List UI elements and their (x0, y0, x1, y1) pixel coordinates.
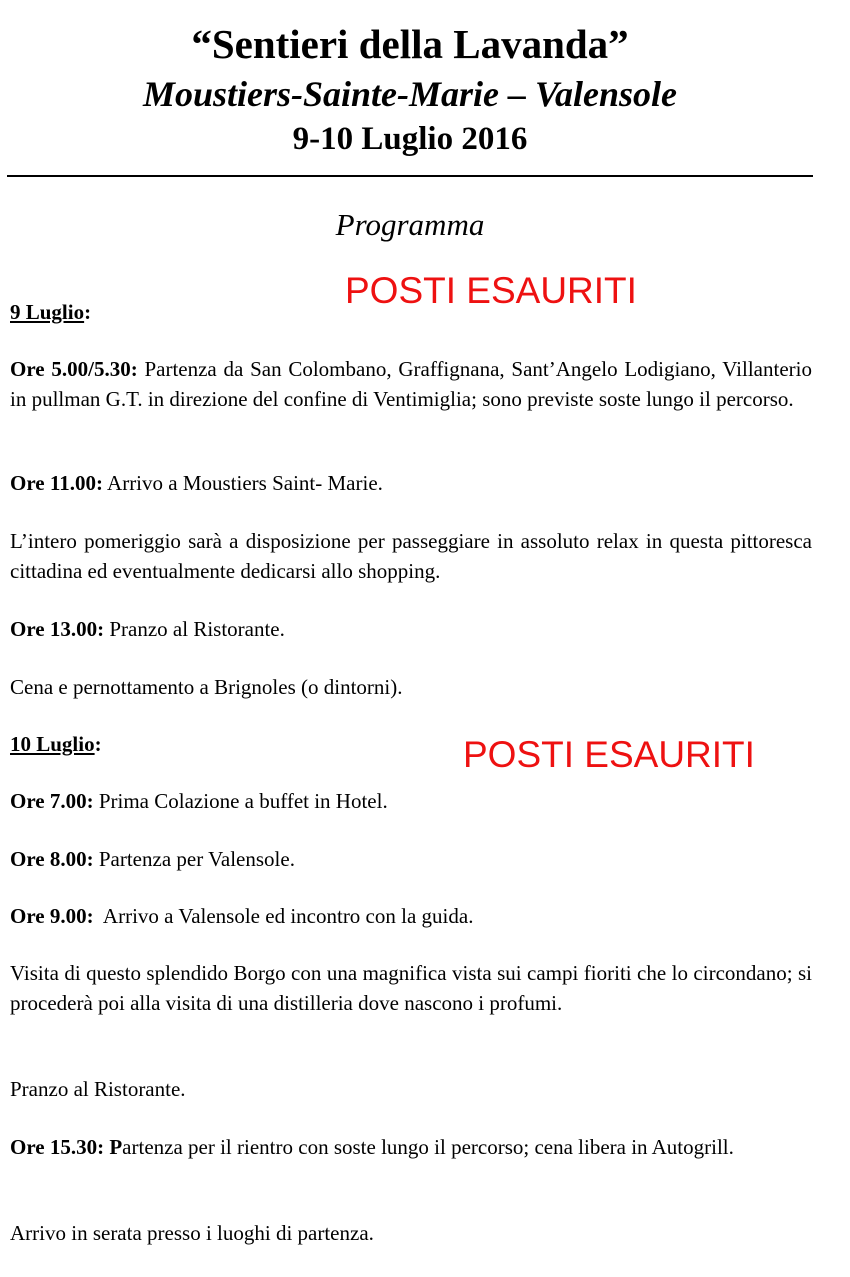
schedule-item (10, 468, 812, 498)
schedule-text: Pranzo al Ristorante. (10, 1077, 186, 1101)
schedule-text: Prima Colazione a buffet in Hotel. (93, 789, 388, 813)
schedule-time: Ore 9.00: (10, 904, 94, 928)
day2-heading-colon: : (94, 732, 102, 756)
schedule-time: Ore 7.00: (10, 789, 94, 813)
day2-heading-label: 10 Luglio (10, 732, 95, 756)
schedule-time: Ore 13.00: (10, 617, 105, 641)
schedule-time: Ore 5.00/5.30: (10, 357, 138, 381)
schedule-time: Ore 11.00: (10, 471, 103, 495)
program-heading: Programma (335, 207, 485, 242)
schedule-text: L’intero pomeriggio sarà a disposizione per passeggiare in assoluto relax in questa pittoresca cittadina ed eventualmente dedicarsi allo shopping. (10, 529, 812, 583)
schedule-item (10, 958, 812, 1018)
schedule-item (10, 786, 812, 816)
schedule-text: Visita di questo splendido Borgo con una magnifica vista sui campi fioriti che lo circondano; si procederà poi alla visita di una distilleria dove nascono i profumi. (10, 961, 812, 1015)
schedule-item (10, 1074, 812, 1104)
schedule-text: Arrivo in serata presso i luoghi di partenza. (10, 1221, 374, 1245)
schedule-text: Arrivo a Moustiers Saint- Marie. (102, 471, 383, 495)
schedule-item (10, 901, 812, 931)
schedule-text: Partenza da San Colombano, Graffignana, Sant’Angelo Lodigiano, Villanterio in pullman G.T. in direzione del confine di Ventimiglia; sono previste soste lungo il percorso. (10, 357, 812, 411)
sold-out-notice-day2: POSTI ESAURITI (463, 734, 755, 775)
document-title: “Sentieri della Lavanda” (191, 21, 629, 67)
sold-out-notice-day1: POSTI ESAURITI (345, 270, 637, 311)
schedule-item (10, 354, 812, 414)
schedule-text: Arrivo a Valensole ed incontro con la guida. (93, 904, 474, 928)
day1-heading-colon: : (84, 300, 92, 324)
schedule-text: Cena e pernottamento a Brignoles (o dintorni). (10, 675, 403, 699)
schedule-text: artenza per il rientro con soste lungo il percorso; cena libera in Autogrill. (122, 1135, 734, 1159)
document-subtitle: Moustiers-Sainte-Marie – Valensole (142, 74, 678, 114)
header-divider (7, 175, 813, 177)
event-dates: 9-10 Luglio 2016 (292, 121, 528, 157)
day2-heading (10, 729, 812, 759)
schedule-item (10, 1132, 812, 1162)
schedule-time: Ore 15.30: P (10, 1135, 123, 1159)
schedule-text: Pranzo al Ristorante. (104, 617, 285, 641)
schedule-item (10, 1218, 812, 1248)
schedule-item (10, 844, 812, 874)
schedule-item (10, 672, 812, 702)
schedule-time: Ore 8.00: (10, 847, 94, 871)
day1-heading-label: 9 Luglio (10, 300, 85, 324)
schedule-item (10, 526, 812, 586)
day1-heading (10, 297, 812, 327)
schedule-text: Partenza per Valensole. (93, 847, 295, 871)
schedule-item (10, 614, 812, 644)
